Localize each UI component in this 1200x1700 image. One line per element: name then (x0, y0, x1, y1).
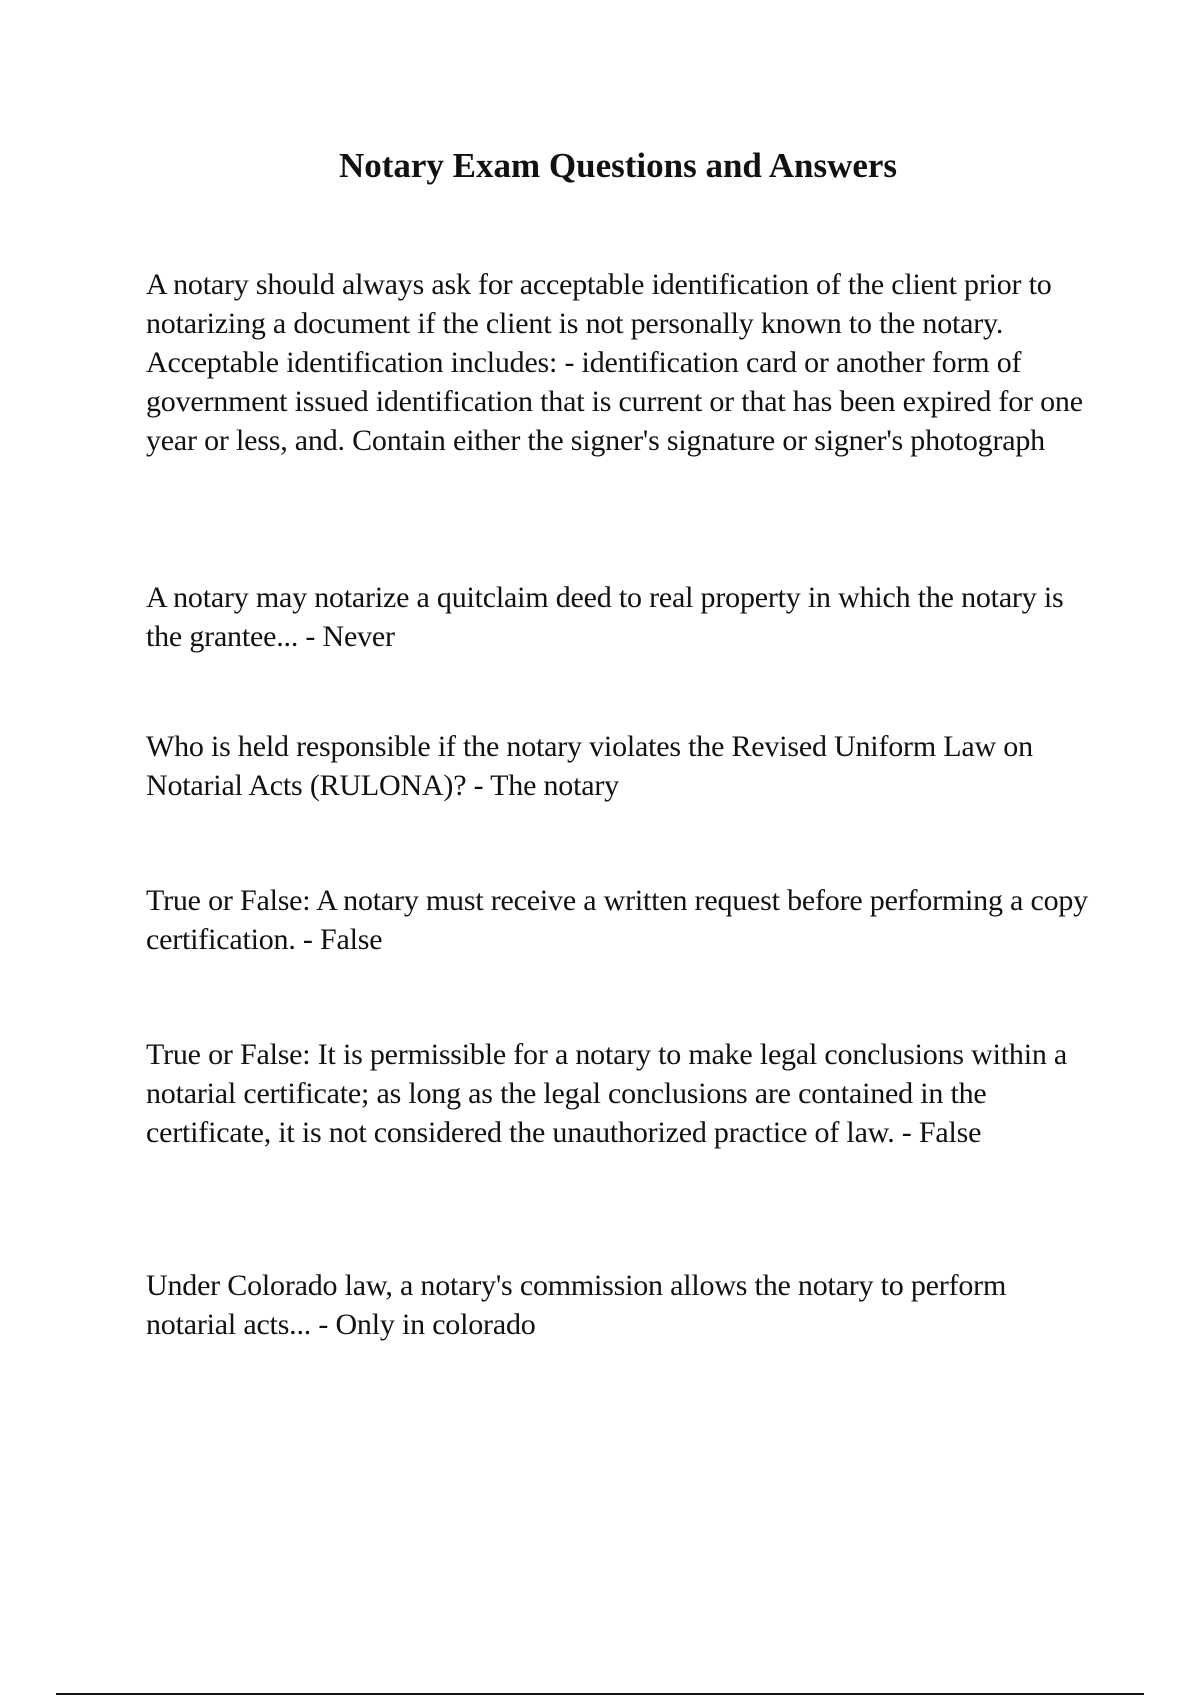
qa-item: Under Colorado law, a notary's commission allows the notary to perform notarial acts... - Only in colorado (146, 1269, 1007, 1341)
qa-item: A notary should always ask for acceptable identification of the client prior to notarizing a document if the client is not personally known to the notary. Acceptable identification includes: - identification card or another form of government issued identification that is current or that has been expired for one year or less, and. Contain either the signer's signature or signer's photograph (146, 268, 1083, 457)
qa-item: True or False: A notary must receive a written request before performing a copy certification. - False (146, 884, 1088, 956)
footer-divider (56, 1693, 1144, 1695)
document-title: Notary Exam Questions and Answers (338, 146, 898, 185)
qa-item: Who is held responsible if the notary violates the Revised Uniform Law on Notarial Acts (RULONA)? - The notary (146, 730, 1033, 802)
qa-item: True or False: It is permissible for a notary to make legal conclusions within a notarial certificate; as long as the legal conclusions are contained in the certificate, it is not considered the unauthorized practice of law. - False (146, 1038, 1068, 1149)
qa-item: A notary may notarize a quitclaim deed to real property in which the notary is the grantee... - Never (146, 581, 1064, 653)
